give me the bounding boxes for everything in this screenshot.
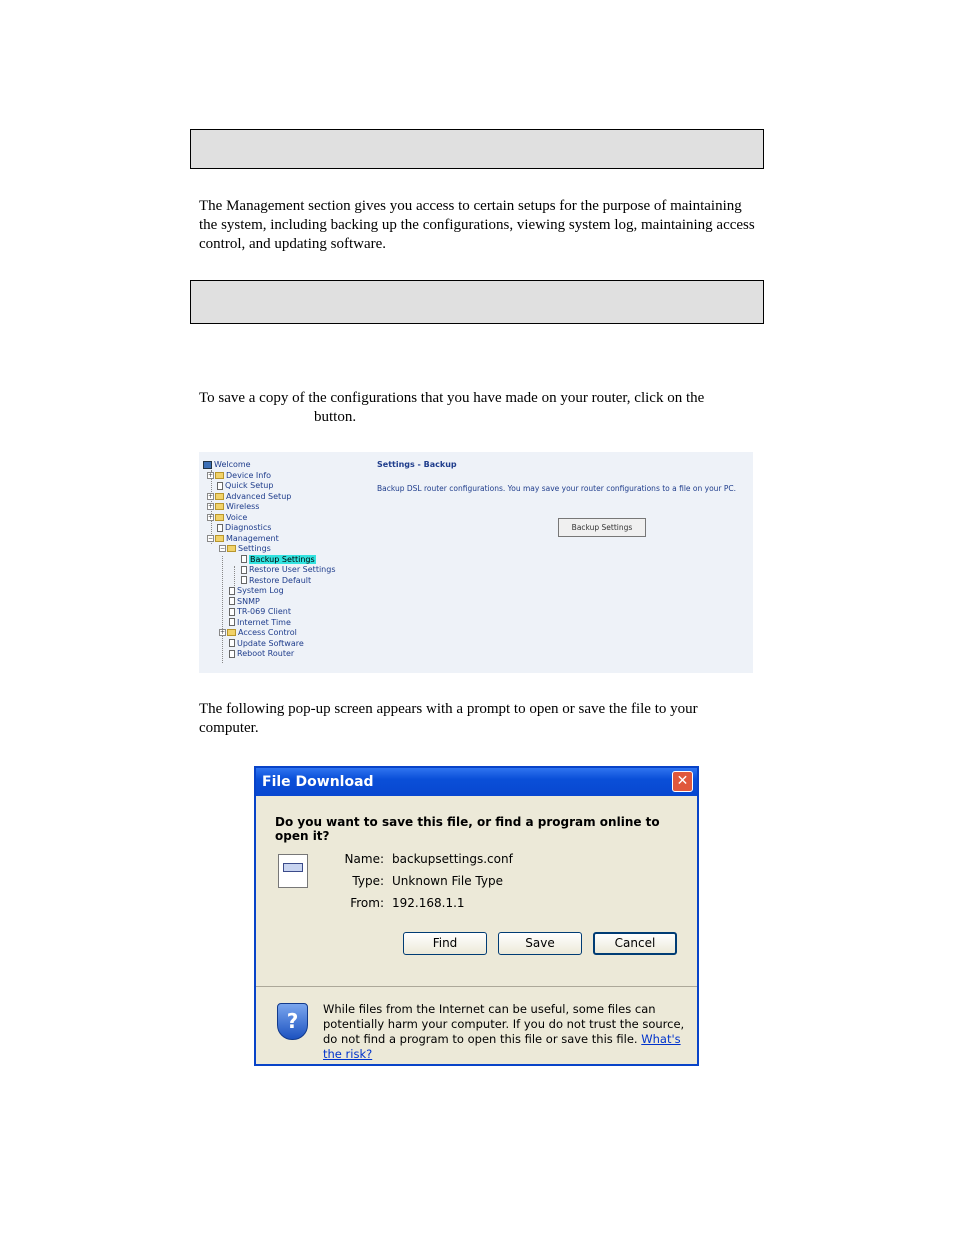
folder-icon (215, 493, 224, 500)
subsection-header-box (190, 280, 764, 324)
tree-item-diagnostics[interactable]: Diagnostics (217, 523, 271, 533)
cancel-button[interactable]: Cancel (593, 932, 677, 955)
monitor-icon (203, 461, 212, 469)
type-label: Type: (352, 874, 384, 888)
tree-item-device-info[interactable]: + Device Info (208, 470, 272, 480)
folder-icon (227, 629, 236, 636)
backup-instruction-paragraph (199, 389, 759, 427)
page-icon (229, 650, 235, 658)
warning-text: While files from the Internet can be useful, some files can potentially harm your computer. If you do not trust the source, do not find a program to open this file or save this file. (323, 1002, 685, 1046)
tree-item-welcome[interactable]: Welcome (203, 460, 251, 470)
tree-item-wireless[interactable]: + Wireless (208, 502, 260, 511)
expand-icon[interactable]: + (208, 492, 214, 500)
backup-instruction-text: To save a copy of the configurations that you have made on your router, click on the (199, 390, 705, 406)
page-icon (241, 576, 247, 584)
page-icon (217, 524, 223, 532)
tree-item-reboot-router[interactable]: Reboot Router (229, 649, 294, 659)
tree-item-quick-setup[interactable]: Quick Setup (217, 481, 273, 491)
collapse-icon[interactable]: − (208, 534, 214, 542)
tree-item-voice[interactable]: + Voice (208, 512, 248, 522)
tree-item-internet-time[interactable]: Internet Time (229, 618, 291, 628)
tree-item-snmp[interactable]: SNMP (229, 597, 260, 607)
tree-item-access-control[interactable]: + Access Control (220, 628, 297, 637)
close-icon[interactable]: ✕ (672, 771, 693, 792)
tree-item-backup-settings[interactable]: Backup Settings (241, 555, 316, 565)
from-value: 192.168.1.1 (392, 896, 465, 910)
dialog-separator (256, 986, 697, 987)
expand-icon[interactable]: + (208, 471, 214, 479)
risk-link[interactable]: What's the risk? (323, 1032, 681, 1061)
tree-item-management[interactable]: − Management (208, 533, 279, 543)
page-icon (229, 608, 235, 616)
tree-item-restore-default[interactable]: Restore Default (241, 576, 311, 586)
page-icon (229, 639, 235, 647)
expand-icon[interactable]: + (208, 513, 214, 521)
expand-icon[interactable]: + (208, 503, 214, 510)
security-warning (323, 1002, 688, 1062)
page-icon (229, 597, 235, 605)
tree-item-restore-user-settings[interactable]: Restore User Settings (241, 565, 336, 575)
router-backup-screenshot (199, 452, 753, 673)
file-icon (278, 854, 308, 888)
page-icon (241, 555, 247, 563)
folder-open-icon (227, 545, 236, 552)
dialog-title-bar[interactable] (256, 768, 697, 796)
expand-icon[interactable]: + (220, 629, 226, 636)
dialog-title: File Download (262, 774, 374, 790)
page-icon (217, 482, 223, 490)
file-download-dialog (254, 766, 699, 1066)
folder-icon (215, 503, 224, 510)
folder-icon (215, 472, 224, 479)
tree-item-tr069-client[interactable]: TR-069 Client (229, 607, 291, 617)
folder-icon (215, 514, 224, 521)
page-icon (229, 587, 235, 595)
save-button[interactable]: Save (498, 932, 582, 955)
tree-item-advanced-setup[interactable]: + Advanced Setup (208, 491, 292, 501)
find-button[interactable]: Find (403, 932, 487, 955)
name-value: backupsettings.conf (392, 852, 513, 866)
tree-item-system-log[interactable]: System Log (229, 586, 284, 596)
section-header-box (190, 129, 764, 169)
security-shield-icon: ? (277, 1003, 308, 1040)
page-icon (241, 566, 247, 574)
collapse-icon[interactable]: − (220, 545, 226, 552)
page-icon (229, 618, 235, 626)
intro-paragraph: The Management section gives you access to certain setups for the purpose of maintaining the system, including backing up the configurations, viewing system log, maintaining access control, and updating software. (199, 198, 755, 252)
dialog-question: Do you want to save this file, or find a program online to open it? (275, 815, 660, 843)
tree-item-settings[interactable]: − Settings (220, 544, 271, 553)
type-value: Unknown File Type (392, 874, 503, 888)
backup-instruction-button-word: button. (314, 409, 357, 425)
popup-instruction-paragraph: The following pop-up screen appears with a prompt to open or save the file to your computer. (199, 701, 698, 736)
folder-open-icon (215, 535, 224, 542)
router-page-title: Settings - Backup (377, 460, 457, 469)
router-page-description: Backup DSL router configurations. You may save your router configurations to a file on your PC. (377, 484, 737, 493)
tree-item-update-software[interactable]: Update Software (229, 639, 304, 649)
from-label: From: (350, 896, 384, 910)
backup-settings-button[interactable]: Backup Settings (558, 518, 646, 537)
name-label: Name: (344, 852, 384, 866)
